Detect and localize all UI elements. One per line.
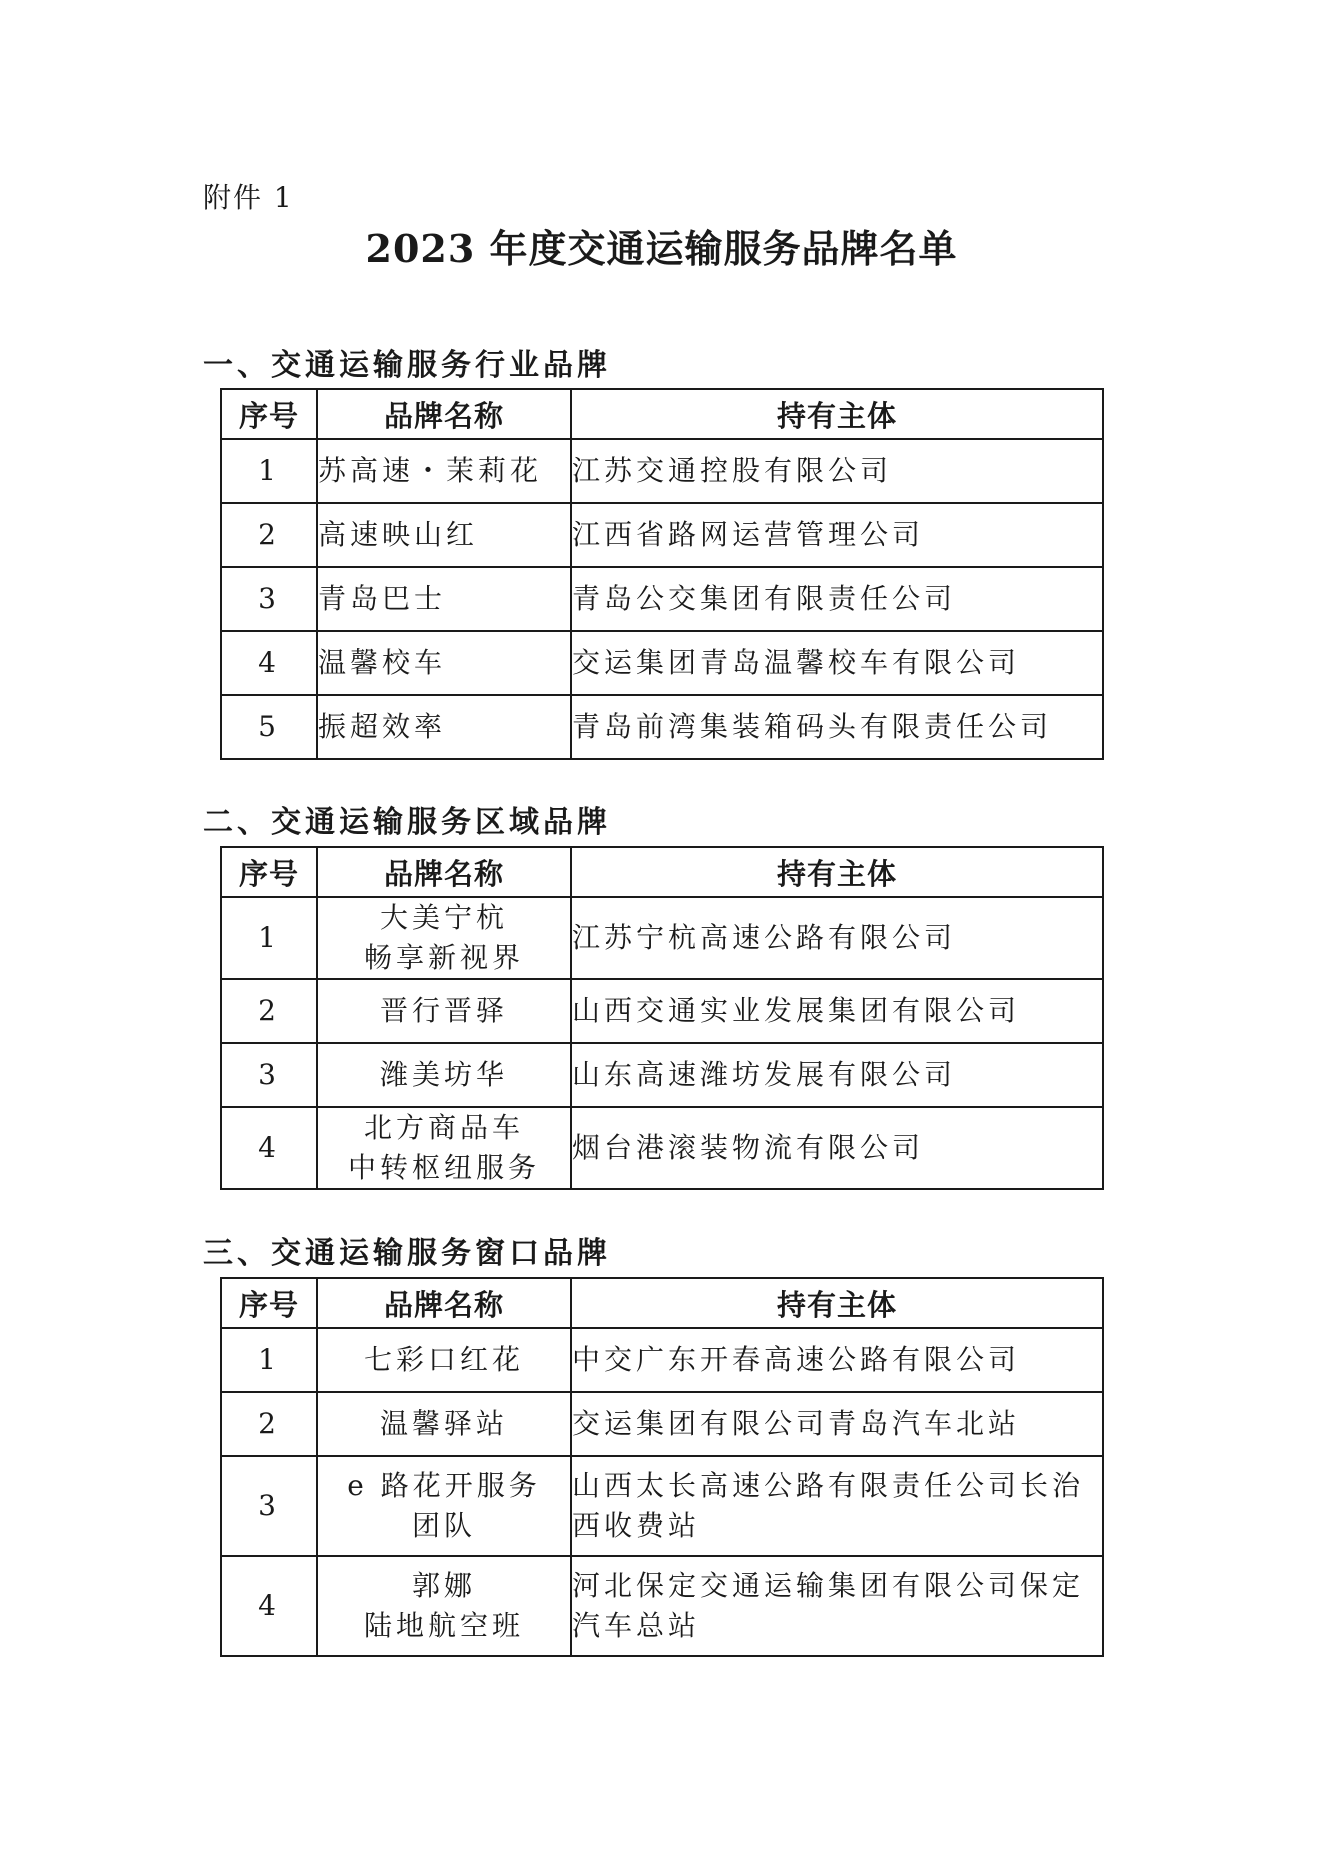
table-row [221,567,1103,631]
holder-name-line: 中交广东开春高速公路有限公司 [572,1343,1021,1376]
section-heading-industry: 一、交通运输服务行业品牌 [203,348,611,383]
holder-name [571,1392,1103,1456]
brand-name-line: 苏高速・茉莉花 [318,454,543,487]
row-no: 1 [221,439,317,503]
brand-name-line: 振超效率 [318,710,447,743]
brand-name-line: 大美宁杭 [379,901,508,934]
holder-name-line: 汽车总站 [572,1609,701,1642]
holder-name [571,695,1103,759]
holder-name [571,1456,1103,1556]
brand-name-line: 高速映山红 [318,518,479,551]
brand-name-line: 潍美坊华 [379,1058,508,1091]
brand-name [317,439,571,503]
brand-name-line: 畅享新视界 [363,941,524,974]
row-no: 3 [221,567,317,631]
header-brand-name: 品牌名称 [317,1278,571,1328]
brand-name-line: 温馨驿站 [379,1407,508,1440]
row-no: 2 [221,1392,317,1456]
brand-name-line: 中转枢纽服务 [347,1151,540,1184]
brand-name [317,695,571,759]
brand-table-window [220,1277,1104,1657]
brand-name-line: 北方商品车 [363,1111,524,1144]
header-holder: 持有主体 [571,847,1103,897]
brand-table-industry [220,388,1104,760]
brand-name [317,1107,571,1189]
holder-name-line: 江苏交通控股有限公司 [572,454,893,487]
holder-name-line: 交运集团青岛温馨校车有限公司 [572,646,1021,679]
holder-name [571,897,1103,979]
holder-name-line: 河北保定交通运输集团有限公司保定 [572,1569,1085,1602]
table-header-row [221,847,1103,897]
brand-name [317,897,571,979]
table-row [221,695,1103,759]
holder-name-line: 江西省路网运营管理公司 [572,518,925,551]
section-heading-window: 三、交通运输服务窗口品牌 [203,1236,611,1271]
row-no: 2 [221,979,317,1043]
holder-name-line: 山西交通实业发展集团有限公司 [572,994,1021,1027]
brand-name [317,503,571,567]
brand-name-line: e 路花开服务 [347,1469,541,1502]
holder-name-line: 山东高速潍坊发展有限公司 [572,1058,957,1091]
table-row [221,1043,1103,1107]
brand-name [317,567,571,631]
brand-name [317,1392,571,1456]
header-no: 序号 [221,1278,317,1328]
section-heading-regional: 二、交通运输服务区域品牌 [203,805,611,840]
holder-name-line: 西收费站 [572,1509,701,1542]
brand-name-line: 团队 [411,1509,476,1542]
holder-name [571,1043,1103,1107]
brand-table-regional [220,846,1104,1190]
brand-name [317,1556,571,1656]
header-no: 序号 [221,389,317,439]
brand-name-line: 晋行晋驿 [379,994,508,1027]
header-brand-name: 品牌名称 [317,847,571,897]
row-no: 3 [221,1456,317,1556]
header-no: 序号 [221,847,317,897]
holder-name-line: 山西太长高速公路有限责任公司长治 [572,1469,1085,1502]
holder-name-line: 青岛前湾集装箱码头有限责任公司 [572,710,1053,743]
brand-name [317,979,571,1043]
brand-name [317,1328,571,1392]
holder-name-line: 交运集团有限公司青岛汽车北站 [572,1407,1021,1440]
table-row [221,439,1103,503]
holder-name [571,567,1103,631]
row-no: 5 [221,695,317,759]
header-brand-name: 品牌名称 [317,389,571,439]
attachment-label: 附件 1 [203,181,294,214]
page-title: 2023 年度交通运输服务品牌名单 [365,226,958,271]
table-header-row [221,389,1103,439]
brand-name-line: 陆地航空班 [363,1609,524,1642]
table-row [221,1328,1103,1392]
holder-name [571,1556,1103,1656]
table-row [221,1392,1103,1456]
header-holder: 持有主体 [571,1278,1103,1328]
table-row [221,631,1103,695]
header-holder: 持有主体 [571,389,1103,439]
holder-name [571,979,1103,1043]
brand-name [317,1456,571,1556]
holder-name [571,439,1103,503]
brand-name [317,631,571,695]
row-no: 1 [221,897,317,979]
holder-name-line: 江苏宁杭高速公路有限公司 [572,921,957,954]
row-no: 4 [221,631,317,695]
brand-name-line: 温馨校车 [318,646,447,679]
table-row [221,1107,1103,1189]
table-row [221,503,1103,567]
brand-name-line: 郭娜 [411,1569,476,1602]
brand-name [317,1043,571,1107]
row-no: 3 [221,1043,317,1107]
brand-name-line: 青岛巴士 [318,582,447,615]
holder-name-line: 青岛公交集团有限责任公司 [572,582,957,615]
holder-name-line: 烟台港滚装物流有限公司 [572,1131,925,1164]
row-no: 2 [221,503,317,567]
holder-name [571,1107,1103,1189]
holder-name [571,503,1103,567]
row-no: 4 [221,1556,317,1656]
holder-name [571,1328,1103,1392]
table-row [221,897,1103,979]
table-row [221,979,1103,1043]
brand-name-line: 七彩口红花 [363,1343,524,1376]
row-no: 4 [221,1107,317,1189]
table-header-row [221,1278,1103,1328]
table-row [221,1456,1103,1556]
table-row [221,1556,1103,1656]
holder-name [571,631,1103,695]
row-no: 1 [221,1328,317,1392]
